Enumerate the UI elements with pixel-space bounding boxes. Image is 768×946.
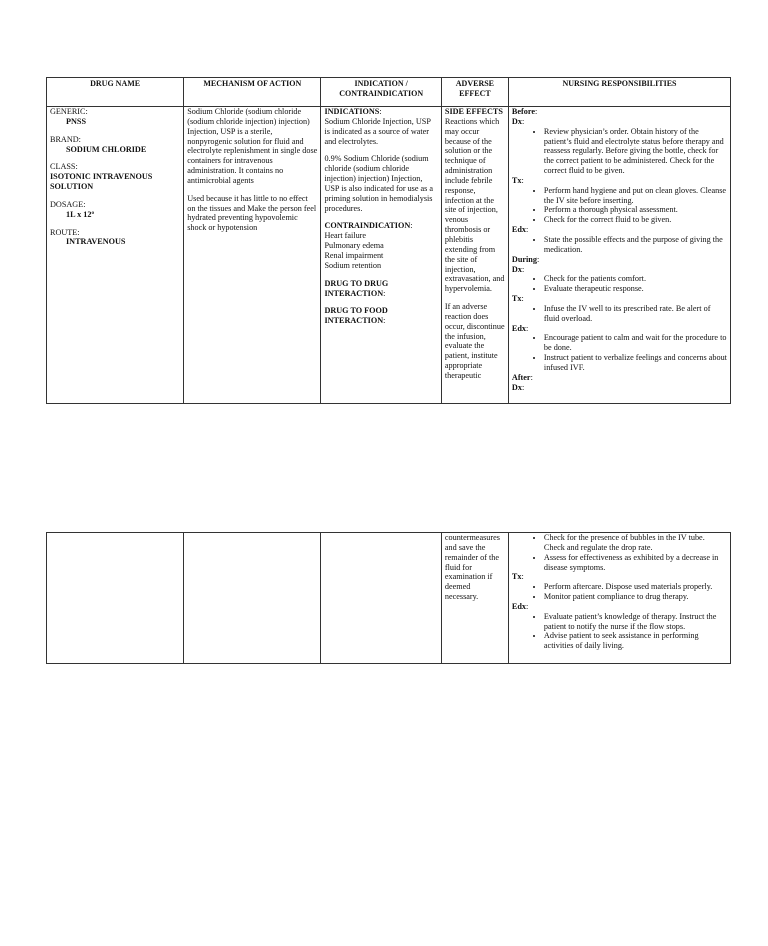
- route-label: ROUTE:: [50, 227, 80, 237]
- nursing-cell: • Check for the presence of bubbles in the IV tube. Check and regulate the drop rate. • Assess for effectiveness as exhibited by a decrease in disease symptoms. Tx: • Perform aftercare. Dispose used materials properly. • Monitor patient compliance to drug therapy. Edx: • Evaluate patient’s knowledge of therapy. Instruct the patient to notify the nurse if the flow stops. • Advise patient to seek assistance in performing activities of daily living.: [508, 533, 730, 664]
- dosage-label: DOSAGE:: [50, 199, 86, 209]
- class-label: CLASS:: [50, 162, 78, 172]
- before-label: Before: [511, 107, 535, 116]
- list-item: • Monitor patient compliance to drug therapy.: [544, 592, 727, 602]
- brand-label: BRAND:: [50, 134, 81, 144]
- edx-label: Edx: [511, 323, 527, 333]
- during-label: During: [511, 254, 537, 264]
- list-item: • Check for the patients comfort.: [544, 274, 727, 284]
- list-item: • Perform hand hygiene and put on clean gloves. Cleanse the IV site before inserting.: [544, 186, 727, 206]
- mechanism-paragraph-2: Used because it has little to no effect on the tissues and Make the person feel hydrated preventing hypovolemic shock or hypotension: [187, 193, 317, 233]
- after-label: After: [511, 372, 531, 382]
- indications-text: Sodium Chloride Injection, USP is indicated as a source of water and electrolytes.: [324, 116, 431, 146]
- list-item: • Evaluate therapeutic response.: [544, 284, 727, 294]
- list-item: • Advise patient to seek assistance in performing activities of daily living.: [544, 631, 727, 651]
- mechanism-paragraph-1: Sodium Chloride (sodium chloride (sodium chloride injection) injection) Injection, USP is a sterile, nonpyrogenic solution for fluid and electrolyte replenishment in single dose containers for intravenous administration. It contains no antimicrobial agents: [187, 107, 318, 185]
- list-item: • Check for the presence of bubbles in the IV tube. Check and regulate the drop rate.: [544, 533, 727, 553]
- adverse-effect-cell: [441, 533, 508, 664]
- list-item: • Encourage patient to calm and wait for the procedure to be done.: [544, 333, 727, 353]
- contraindication-item: Renal impairment: [324, 250, 384, 260]
- contraindication-item: Sodium retention: [324, 260, 382, 270]
- class-value: ISOTONIC INTRAVENOUS SOLUTION: [50, 172, 153, 192]
- tx-label: Tx: [511, 572, 522, 582]
- mechanism-cell: [184, 107, 321, 404]
- header-adverse-effect: ADVERSE EFFECT: [441, 78, 508, 107]
- table-row: [47, 107, 731, 404]
- list-item: • Perform aftercare. Dispose used materials properly.: [544, 582, 727, 592]
- header-row: [47, 78, 731, 107]
- drug-study-table-page-1: [46, 77, 731, 404]
- contraindication-item: Pulmonary edema: [324, 241, 384, 251]
- drug-name-cell: [47, 107, 184, 404]
- list-item: • State the possible effects and the purpose of giving the medication.: [544, 235, 727, 255]
- header-drug-name: DRUG NAME: [47, 78, 184, 107]
- dx-label: Dx: [511, 382, 522, 392]
- list-item: • Instruct patient to verbalize feelings and concerns about infused IVF.: [544, 353, 727, 373]
- drug-to-drug-label: DRUG TO DRUG INTERACTION: [324, 278, 389, 298]
- drug-study-table-page-2: [46, 532, 731, 664]
- list-item: • Check for the correct fluid to be given.: [544, 215, 727, 225]
- indications-text-2: 0.9% Sodium Chloride (sodium chloride (sodium chloride injection) injection) Injection, USP is also indicated for use as a priming solution in hemodialysis procedures.: [324, 154, 434, 213]
- header-nursing-responsibilities: NURSING RESPONSIBILITIES: [508, 78, 730, 107]
- generic-label: GENERIC:: [50, 107, 88, 116]
- generic-value: PNSS: [66, 116, 87, 126]
- route-value: INTRAVENOUS: [66, 237, 126, 247]
- nursing-cell: Before: Dx: • Review physician’s order. Obtain history of the patient’s fluid and electrolyte status before therapy and reassess regularly. Before giving the bottle, check for the correct patient to be administered. Check for the correct fluid to be given. Tx: • Perform hand hygiene and put on clean gloves. Cleanse the IV site before inserting. • Perform a thorough physical assessment. • Check for the correct fluid to be given. Edx: • State the possible effects and the purpose of giving the medication. During: Dx: • Check for the patients comfort. • Evaluate therapeutic response. Tx: • Infuse the IV well to its prescribed rate. Be alert of fluid overload. Edx: • Encourage patient to calm and wait for the procedure to be done. • Instruct patient to verbalize feelings and concerns about infused IVF. After: Dx:: [508, 107, 730, 404]
- table-row: [47, 533, 731, 664]
- contraindication-label: CONTRAINDICATION: [324, 221, 411, 231]
- indication-cell: [321, 533, 441, 664]
- list-item: • Perform a thorough physical assessment.: [544, 205, 727, 215]
- brand-value: SODIUM CHLORIDE: [66, 144, 147, 154]
- tx-label: Tx: [511, 294, 522, 304]
- contraindication-item: Heart failure: [324, 231, 367, 241]
- list-item: • Infuse the IV well to its prescribed rate. Be alert of fluid overload.: [544, 304, 727, 324]
- indication-cell: INDICATIONS: Sodium Chloride Injection, USP is indicated as a source of water and electrolytes. 0.9% Sodium Chloride (sodium chloride (sodium chloride injection) injection) Injection, USP is also indicated for use as a priming solution in hemodialysis procedures. CONTRAINDICATION: Heart failure Pulmonary edema Renal impairment Sodium retention DRUG TO DRUG INTERACTION: DRUG TO FOOD INTERACTION:: [321, 107, 441, 404]
- dosage-value: 1L x 12º: [66, 209, 95, 219]
- dx-label: Dx: [511, 264, 522, 274]
- drug-name-cell: [47, 533, 184, 664]
- indications-label: INDICATIONS: [324, 107, 380, 116]
- header-mechanism: MECHANISM OF ACTION: [184, 78, 321, 107]
- list-item: • Evaluate patient’s knowledge of therapy. Instruct the patient to notify the nurse if the flow stops.: [544, 612, 727, 632]
- header-indication: INDICATION / CONTRAINDICATION: [321, 78, 441, 107]
- list-item: • Review physician’s order. Obtain history of the patient’s fluid and electrolyte status before therapy and reassess regularly. Before giving the bottle, check for the correct patient to be administered. Check for the correct fluid to be given.: [544, 127, 727, 176]
- side-effects-label: SIDE EFFECTS: [444, 107, 503, 116]
- adverse-reaction-continued: countermeasures and save the remainder of the fluid for examination if deemed necessary.: [444, 533, 500, 602]
- tx-label: Tx: [511, 175, 522, 185]
- edx-label: Edx: [511, 601, 527, 611]
- list-item: • Assess for effectiveness as exhibited by a decrease in disease symptoms.: [544, 553, 727, 573]
- mechanism-cell: [184, 533, 321, 664]
- adverse-effect-cell: [441, 107, 508, 404]
- adverse-reaction-text: If an adverse reaction does occur, discontinue the infusion, evaluate the patient, institute appropriate therapeutic: [444, 302, 505, 380]
- drug-to-food-label: DRUG TO FOOD INTERACTION: [324, 306, 388, 326]
- dx-label: Dx: [511, 116, 522, 126]
- side-effects-text: Reactions which may occur because of the solution or the technique of administration include febrile response, infection at the site of injection, venous thrombosis or phlebitis extending from the site of injection, extravasation, and hypervolemia.: [444, 116, 505, 294]
- edx-label: Edx: [511, 225, 527, 235]
